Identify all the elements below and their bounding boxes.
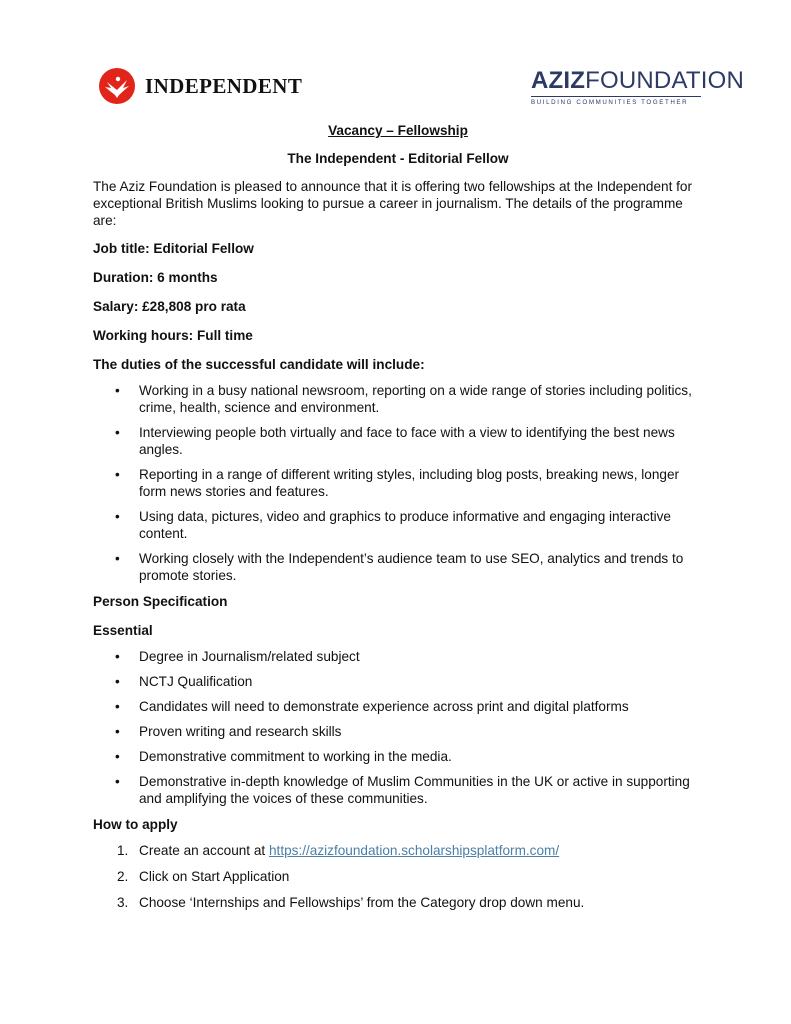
list-item: • Working in a busy national newsroom, reporting on a wide range of stories including politics, crime, health, science and environment. xyxy=(93,382,703,416)
step-number: 1. xyxy=(117,843,129,858)
list-item xyxy=(93,842,703,859)
list-item: • Proven writing and research skills xyxy=(93,723,703,740)
list-item: • Degree in Journalism/related subject xyxy=(93,648,703,665)
application-portal-link[interactable]: https://azizfoundation.scholarshipsplatform.com/ xyxy=(268,843,560,858)
aziz-foundation-logo xyxy=(531,67,745,106)
step-number: 2. xyxy=(117,869,129,884)
list-item: • Working closely with the Independent’s audience team to use SEO, analytics and trends to promote stories. xyxy=(93,550,703,584)
list-item: • Using data, pictures, video and graphics to produce informative and engaging interactive content. xyxy=(93,508,703,542)
duration-line: Duration: 6 months xyxy=(93,270,218,285)
step-text: Create an account at xyxy=(139,843,269,858)
job-title-line: Job title: Editorial Fellow xyxy=(93,241,254,256)
independent-logo xyxy=(99,68,302,104)
independent-wordmark: INDEPENDENT xyxy=(145,73,303,98)
aziz-wordmark-light: FOUNDATION xyxy=(585,67,745,94)
essential-list xyxy=(93,648,703,807)
salary-line: Salary: £28,808 pro rata xyxy=(93,299,246,314)
working-hours-line: Working hours: Full time xyxy=(93,328,253,343)
position-title: The Independent - Editorial Fellow xyxy=(287,151,509,166)
duties-list xyxy=(93,382,703,584)
list-item: • Reporting in a range of different writing styles, including blog posts, breaking news, longer form news stories and features. xyxy=(93,466,703,500)
eagle-icon xyxy=(99,68,135,104)
step-text: Click on Start Application xyxy=(139,869,290,884)
list-item: • NCTJ Qualification xyxy=(93,673,703,690)
duties-heading: The duties of the successful candidate will include: xyxy=(93,357,425,372)
document-body xyxy=(93,122,703,920)
list-item xyxy=(93,868,703,885)
list-item: • Demonstrative in-depth knowledge of Muslim Communities in the UK or active in supporting and amplifying the voices of these communities. xyxy=(93,773,703,807)
apply-steps-list xyxy=(93,842,703,911)
list-item xyxy=(93,894,703,911)
intro-paragraph: The Aziz Foundation is pleased to announce that it is offering two fellowships at the Independent for exceptional British Muslims looking to pursue a career in journalism. The details of the programme are: xyxy=(93,179,693,228)
list-item: • Candidates will need to demonstrate experience across print and digital platforms xyxy=(93,698,703,715)
list-item: • Demonstrative commitment to working in the media. xyxy=(93,748,703,765)
list-item: • Interviewing people both virtually and face to face with a view to identifying the best news angles. xyxy=(93,424,703,458)
aziz-wordmark-bold: AZIZ xyxy=(531,67,586,94)
how-to-apply-heading: How to apply xyxy=(93,817,178,832)
step-number: 3. xyxy=(117,895,129,910)
step-text: Choose ‘Internships and Fellowships’ from the Category drop down menu. xyxy=(139,895,585,910)
essential-heading: Essential xyxy=(93,623,153,638)
person-spec-heading: Person Specification xyxy=(93,594,228,609)
vacancy-heading: Vacancy – Fellowship xyxy=(328,123,468,138)
aziz-tagline: BUILDING COMMUNITIES TOGETHER xyxy=(531,96,701,106)
